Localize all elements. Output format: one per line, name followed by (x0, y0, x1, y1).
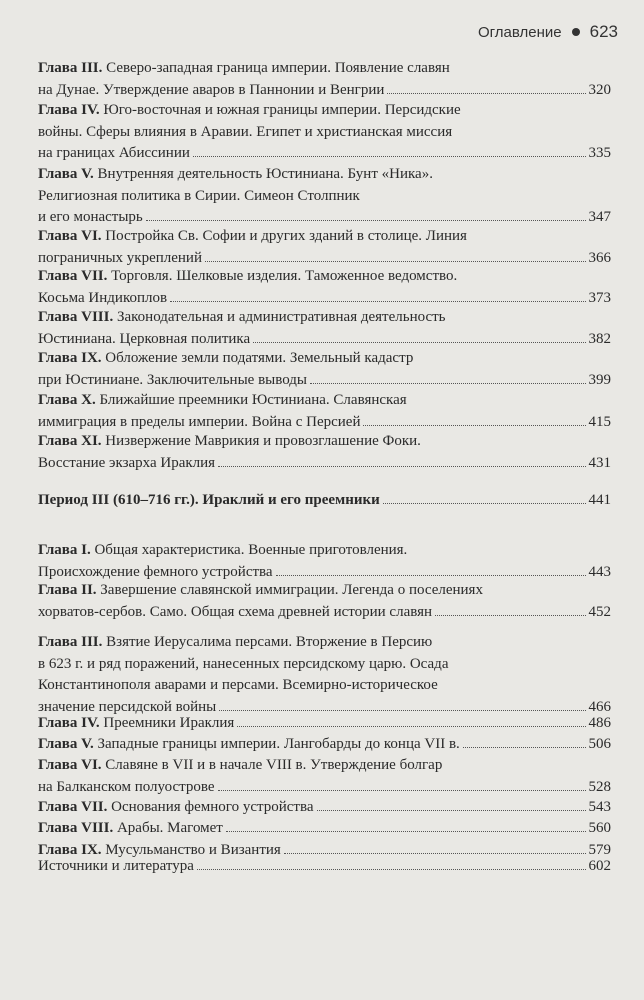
toc-entry-text: Преемники Ираклия (103, 715, 235, 731)
toc-entry[interactable] (38, 540, 611, 583)
toc-entry[interactable] (38, 713, 611, 735)
toc-entry-label: Глава V. (38, 736, 94, 752)
toc-entry-text: Константинополя аварами и персами. Всемирно-историческое (38, 677, 438, 693)
leader-dots (237, 726, 585, 727)
toc-entry-text: хорватов-сербов. Само. Общая схема древней истории славян (38, 603, 433, 620)
toc-entry-text: войны. Сферы влияния в Аравии. Египет и христианская миссия (38, 123, 453, 140)
toc-entry-text: Внутренняя деятельность Юстиниана. Бунт «Ника». (97, 166, 433, 182)
leader-dots (253, 342, 585, 343)
leader-dots (205, 261, 586, 262)
toc-entry-text: Косьма Индикоплов (38, 289, 168, 306)
toc-entry-text: Юго-восточная и южная границы империи. Персидские (103, 102, 461, 118)
toc-entry-label: Глава IV. (38, 715, 100, 731)
toc-entry-text: Происхождение фемного устройства (38, 563, 273, 580)
toc-page-number: 466 (588, 698, 611, 715)
leader-dots (193, 156, 586, 157)
toc-entry[interactable] (38, 390, 611, 433)
leader-dots (226, 831, 586, 832)
toc-entry-text: пограничных укреплений (38, 249, 202, 266)
toc-entry-text: иммиграция в пределы империи. Война с Персией (38, 413, 361, 430)
toc-page-number: 579 (588, 842, 611, 858)
toc-entry-text: Источники и литература (38, 858, 194, 874)
toc-entry-text: Торговля. Шелковые изделия. Таможенное ведомство. (111, 268, 458, 284)
toc-page-number: 486 (588, 715, 611, 731)
leader-dots (435, 615, 585, 616)
toc-entry-text: значение персидской войны (38, 698, 217, 715)
toc-entry-label: Глава I. (38, 542, 91, 558)
leader-dots (383, 503, 586, 504)
header-page-number: 623 (589, 22, 618, 41)
toc-entry-text: Общая характеристика. Военные приготовления. (94, 542, 408, 558)
toc-entry[interactable] (38, 818, 611, 840)
leader-dots (218, 466, 585, 467)
toc-entry-text: в 623 г. и ряд поражений, нанесенных персидскому царю. Осада (38, 655, 449, 672)
toc-entry[interactable] (38, 856, 611, 878)
toc-entry[interactable] (38, 307, 611, 350)
toc-page-number: 452 (588, 603, 611, 620)
toc-entry-label: Глава VIII. (38, 820, 114, 836)
toc-page-number: 347 (588, 209, 611, 225)
toc-entry-label: Глава II. (38, 582, 97, 598)
toc-entry-text: Постройка Св. Софии и других зданий в столице. Линия (105, 228, 467, 244)
toc-entry-label: Глава VII. (38, 799, 108, 815)
toc-entry-text: Славяне в VII и в начале VIII в. Утверждение болгар (105, 757, 443, 773)
toc-page-number: 543 (588, 799, 611, 815)
toc-entry-text: Юстиниана. Церковная политика (38, 330, 251, 347)
leader-dots (284, 853, 586, 854)
toc-entry-label: Глава X. (38, 392, 96, 408)
toc-entry[interactable] (38, 632, 611, 718)
leader-dots (463, 747, 586, 748)
leader-dots (170, 301, 585, 302)
toc-entry-text: Религиозная политика в Сирии. Симеон Столпник (38, 187, 360, 204)
toc-entry[interactable] (38, 755, 611, 798)
toc-entry-text: на Балканском полуострове (38, 778, 215, 795)
toc-entry-label: Глава VI. (38, 228, 102, 244)
bullet-dot-icon (572, 28, 580, 36)
toc-entry-text: Мусульманство и Византия (105, 842, 281, 858)
toc-page-number: 415 (588, 413, 611, 430)
toc-entry-text: Северо-западная граница империи. Появление славян (106, 60, 450, 76)
toc-page-number: 320 (588, 81, 611, 98)
toc-entry-label: Глава VI. (38, 757, 102, 773)
toc-entry-text: Завершение славянской иммиграции. Легенда о поселениях (100, 582, 483, 598)
leader-dots (387, 93, 585, 94)
toc-page-number: 560 (588, 820, 611, 836)
leader-dots (363, 425, 585, 426)
toc-page-number: 602 (588, 858, 611, 874)
toc-entry-text: Законодательная и административная деятельность (116, 309, 446, 325)
toc-entry-label: Глава XI. (38, 433, 102, 449)
leader-dots (276, 575, 586, 576)
leader-dots (197, 869, 586, 870)
toc-entry-text: Обложение земли податями. Земельный кадастр (105, 350, 414, 366)
toc-page-number: 506 (588, 736, 611, 752)
toc-entry-text: и его монастырь (38, 209, 143, 225)
toc-entry-label: Глава IX. (38, 842, 102, 858)
toc-entry[interactable] (38, 580, 611, 623)
toc-page-number: 373 (588, 289, 611, 306)
leader-dots (219, 710, 585, 711)
toc-entry-label: Глава VII. (38, 268, 108, 284)
toc-entry-text: Низвержение Маврикия и провозглашение Фоки. (105, 433, 421, 449)
toc-entry-label: Глава III. (38, 634, 103, 650)
toc-page-number: 382 (588, 330, 611, 347)
header-title: Оглавление (477, 23, 562, 41)
toc-entry[interactable] (38, 100, 611, 165)
toc-entry-label: Глава III. (38, 60, 103, 76)
leader-dots (310, 383, 586, 384)
toc-entry[interactable] (38, 226, 611, 269)
leader-dots (146, 220, 586, 221)
toc-page-number: 366 (588, 249, 611, 266)
toc-entry[interactable] (38, 734, 611, 756)
toc-entry[interactable] (38, 797, 611, 819)
toc-page-number: 431 (588, 454, 611, 471)
toc-entry[interactable] (38, 490, 611, 512)
toc-entry-text: Западные границы империи. Лангобарды до конца VII в. (97, 736, 460, 752)
toc-entry-text: на границах Абиссинии (38, 145, 190, 161)
running-header (478, 22, 618, 42)
toc-entry-text: на Дунае. Утверждение аваров в Паннонии и Венгрии (38, 81, 385, 98)
toc-page-number: 528 (588, 778, 611, 795)
leader-dots (317, 810, 586, 811)
toc-page-number: 443 (588, 563, 611, 580)
toc-entry-text: Основания фемного устройства (111, 799, 314, 815)
toc-entry-label: Глава V. (38, 166, 94, 182)
toc-entry[interactable] (38, 266, 611, 309)
toc-entry-label: Глава IX. (38, 350, 102, 366)
toc-page-number: 335 (588, 145, 611, 161)
leader-dots (218, 790, 586, 791)
toc-entry-text: при Юстиниане. Заключительные выводы (38, 371, 307, 388)
toc-entry-text: Восстание экзарха Ираклия (38, 454, 216, 471)
toc-entry-text: Взятие Иерусалима персами. Вторжение в Персию (106, 634, 433, 650)
toc-entry-label: Глава IV. (38, 102, 100, 118)
toc-entry[interactable] (38, 431, 611, 474)
toc-page-number: 441 (588, 492, 611, 508)
toc-entry-label: Период III (610–716 гг.). Ираклий и его преемники (38, 492, 380, 508)
toc-entry[interactable] (38, 58, 611, 101)
toc-entry-text: Ближайшие преемники Юстиниана. Славянская (99, 392, 407, 408)
toc-page-number: 399 (588, 371, 611, 388)
toc-entry[interactable] (38, 164, 611, 229)
toc-entry-text: Арабы. Магомет (116, 820, 223, 836)
toc-entry-label: Глава VIII. (38, 309, 114, 325)
toc-entry[interactable] (38, 348, 611, 391)
